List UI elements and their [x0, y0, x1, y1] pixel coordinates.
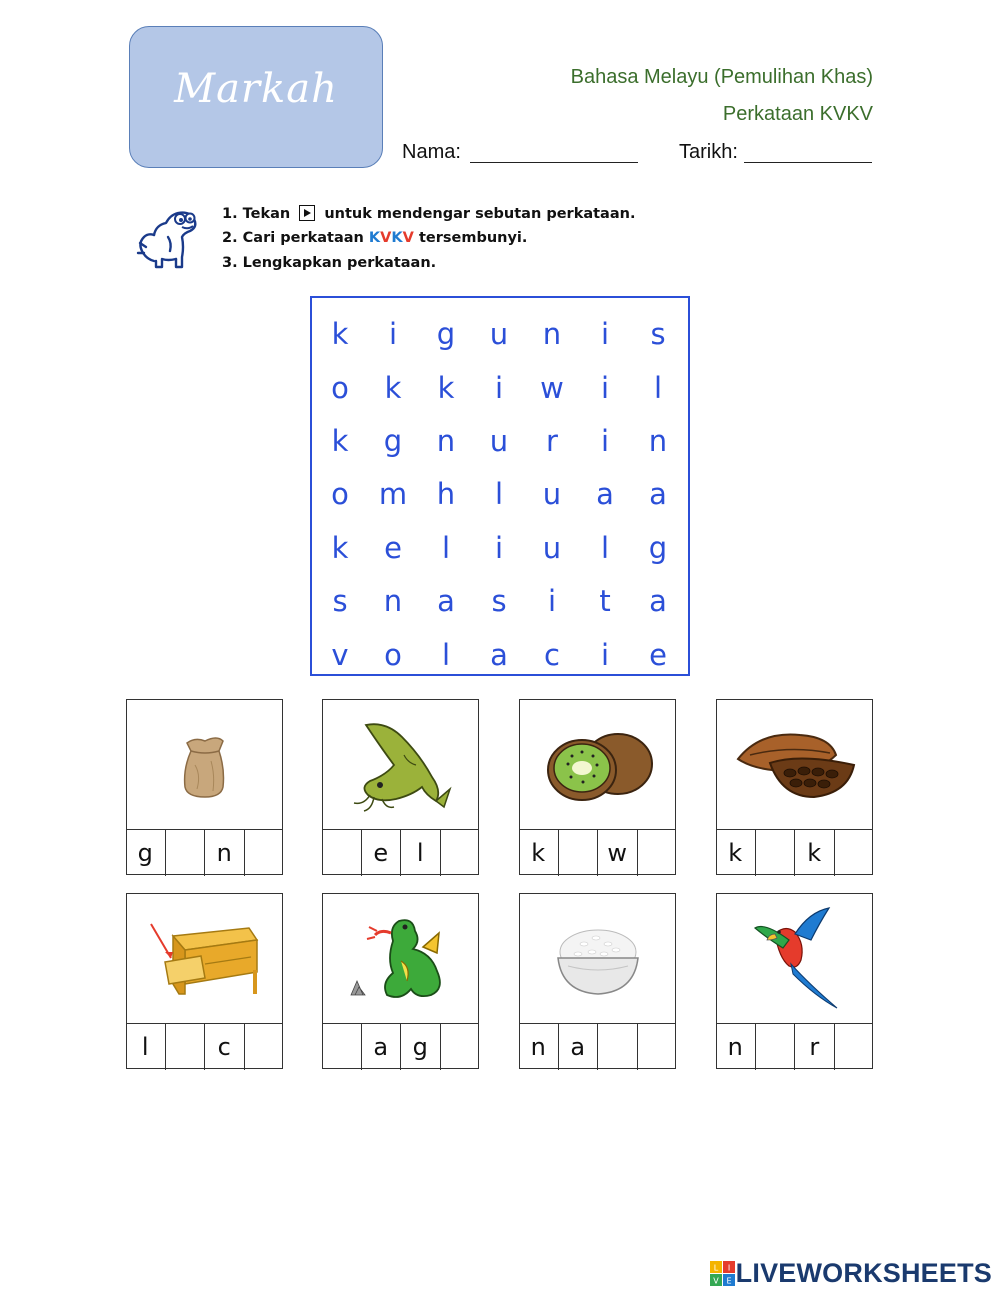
- given-letter: k: [716, 830, 756, 876]
- logo-letter: E: [726, 1276, 732, 1285]
- given-letter: k: [795, 830, 835, 876]
- grid-letter[interactable]: k: [384, 371, 402, 405]
- grid-letter[interactable]: i: [600, 371, 610, 405]
- grid-letter[interactable]: u: [542, 477, 562, 511]
- grid-letter[interactable]: i: [388, 317, 398, 351]
- answer-box[interactable]: [756, 1024, 796, 1070]
- given-letter: n: [716, 1024, 756, 1070]
- sack-icon: [127, 700, 282, 830]
- grid-letter[interactable]: g: [648, 531, 668, 565]
- letter-boxes: [126, 1023, 283, 1070]
- given-letter: l: [401, 830, 441, 876]
- answer-box[interactable]: [835, 1024, 874, 1070]
- name-field[interactable]: [470, 162, 638, 163]
- answer-box[interactable]: [322, 830, 362, 876]
- grid-letter[interactable]: k: [437, 371, 455, 405]
- answer-box[interactable]: [638, 830, 677, 876]
- answer-box[interactable]: [559, 830, 599, 876]
- kiwi-icon: [520, 700, 675, 830]
- instruction-2-start: 2. Cari perkataan: [222, 230, 364, 246]
- grid-letter[interactable]: s: [332, 584, 348, 618]
- grid-letter[interactable]: h: [436, 477, 456, 511]
- topic-title: Perkataan KVKV: [722, 103, 873, 125]
- picture-card: [716, 893, 873, 1069]
- dragon-icon: [323, 894, 478, 1024]
- grid-letter[interactable]: l: [441, 531, 451, 565]
- grid-letter[interactable]: u: [489, 424, 509, 458]
- logo-letter: I: [727, 1263, 730, 1272]
- instruction-2: [222, 230, 527, 246]
- answer-box[interactable]: [245, 830, 284, 876]
- instruction-1: [222, 205, 635, 222]
- grid-letter[interactable]: c: [544, 638, 560, 672]
- cocoa-icon: [717, 700, 872, 830]
- given-letter: w: [598, 830, 638, 876]
- given-letter: r: [795, 1024, 835, 1070]
- given-letter: n: [205, 830, 245, 876]
- kv-k1: K: [368, 230, 381, 246]
- answer-box[interactable]: [441, 1024, 480, 1070]
- grid-letter[interactable]: l: [600, 531, 610, 565]
- rice-bowl-icon: [520, 894, 675, 1024]
- liveworksheets-logo: [710, 1258, 992, 1289]
- grid-letter[interactable]: n: [383, 584, 403, 618]
- answer-box[interactable]: [166, 830, 206, 876]
- grid-letter[interactable]: o: [331, 371, 349, 405]
- picture-card: [519, 893, 676, 1069]
- grid-letter[interactable]: n: [542, 317, 562, 351]
- grid-letter[interactable]: e: [649, 638, 667, 672]
- picture-card: [126, 699, 283, 875]
- grid-letter[interactable]: g: [436, 317, 456, 351]
- grid-letter[interactable]: s: [650, 317, 666, 351]
- answer-box[interactable]: [638, 1024, 677, 1070]
- logo-letter: V: [712, 1276, 719, 1285]
- grid-letter[interactable]: k: [331, 531, 349, 565]
- letter-boxes: [322, 829, 479, 876]
- picture-card: [519, 699, 676, 875]
- given-letter: e: [362, 830, 402, 876]
- drawer-icon: [127, 894, 282, 1024]
- answer-box[interactable]: [166, 1024, 206, 1070]
- grid-letter[interactable]: a: [596, 477, 614, 511]
- kv-v1: V: [380, 230, 392, 246]
- kv-v2: V: [402, 230, 414, 246]
- brand-name: LIVEWORKSHEETS: [735, 1258, 992, 1288]
- grid-letter[interactable]: l: [653, 371, 663, 405]
- logo-letter: L: [713, 1263, 718, 1272]
- grid-letter[interactable]: k: [331, 317, 349, 351]
- parrot-icon: [717, 894, 872, 1024]
- grid-letter[interactable]: a: [437, 584, 455, 618]
- grid-letter[interactable]: k: [331, 424, 349, 458]
- grid-letter[interactable]: n: [648, 424, 668, 458]
- letter-boxes: [716, 829, 873, 876]
- answer-box[interactable]: [756, 830, 796, 876]
- grid-letter[interactable]: v: [331, 638, 349, 672]
- grid-letter[interactable]: u: [489, 317, 509, 351]
- answer-box[interactable]: [245, 1024, 284, 1070]
- grid-letter[interactable]: i: [600, 317, 610, 351]
- instruction-1-end: untuk mendengar sebutan perkataan.: [324, 206, 636, 222]
- grid-letter[interactable]: l: [494, 477, 504, 511]
- given-letter: k: [519, 830, 559, 876]
- letter-boxes: [716, 1023, 873, 1070]
- answer-box[interactable]: [322, 1024, 362, 1070]
- dinosaur-mascot-icon: [132, 203, 204, 275]
- given-letter: a: [559, 1024, 599, 1070]
- letter-boxes: [519, 1023, 676, 1070]
- picture-card: [322, 699, 479, 875]
- subject-title: Bahasa Melayu (Pemulihan Khas): [570, 66, 873, 88]
- kv-k2: K: [391, 230, 403, 246]
- instruction-3: 3. Lengkapkan perkataan.: [222, 255, 437, 271]
- grid-letter[interactable]: m: [378, 477, 408, 511]
- given-letter: a: [362, 1024, 402, 1070]
- given-letter: n: [519, 1024, 559, 1070]
- name-label: Nama:: [402, 141, 461, 163]
- picture-card: [126, 893, 283, 1069]
- grid-letter[interactable]: w: [540, 371, 564, 405]
- score-label: Markah: [174, 66, 338, 112]
- grid-letter[interactable]: o: [384, 638, 402, 672]
- picture-card: [716, 699, 873, 875]
- given-letter: g: [401, 1024, 441, 1070]
- grid-letter[interactable]: n: [436, 424, 456, 458]
- instruction-2-end: tersembunyi.: [418, 230, 528, 246]
- logo-blocks-icon: [710, 1261, 736, 1287]
- date-label: Tarikh:: [679, 141, 738, 163]
- grid-letter[interactable]: a: [649, 477, 667, 511]
- picture-card: [322, 893, 479, 1069]
- answer-box[interactable]: [835, 830, 874, 876]
- given-letter: g: [126, 830, 166, 876]
- letter-boxes: [519, 829, 676, 876]
- grid-letter[interactable]: r: [546, 424, 558, 458]
- catfish-icon: [323, 700, 478, 830]
- given-letter: c: [205, 1024, 245, 1070]
- grid-letter[interactable]: l: [441, 638, 451, 672]
- word-search-grid: [310, 296, 690, 676]
- grid-letter[interactable]: i: [600, 424, 610, 458]
- grid-letter[interactable]: a: [490, 638, 508, 672]
- letter-boxes: [322, 1023, 479, 1070]
- grid-letter[interactable]: a: [649, 584, 667, 618]
- grid-letter[interactable]: o: [331, 477, 349, 511]
- grid-letter[interactable]: i: [494, 531, 504, 565]
- answer-box[interactable]: [441, 830, 480, 876]
- grid-letter[interactable]: g: [383, 424, 403, 458]
- answer-box[interactable]: [598, 1024, 638, 1070]
- play-icon: [299, 205, 315, 221]
- date-field[interactable]: [744, 162, 872, 163]
- grid-letter[interactable]: e: [384, 531, 402, 565]
- grid-letter[interactable]: i: [494, 371, 504, 405]
- letter-boxes: [126, 829, 283, 876]
- grid-letter[interactable]: i: [547, 584, 557, 618]
- instruction-1-start: 1. Tekan: [222, 206, 291, 222]
- given-letter: l: [126, 1024, 166, 1070]
- grid-letter[interactable]: u: [542, 531, 562, 565]
- grid-letter[interactable]: s: [491, 584, 507, 618]
- grid-letter[interactable]: i: [600, 638, 610, 672]
- grid-letter[interactable]: t: [599, 584, 611, 618]
